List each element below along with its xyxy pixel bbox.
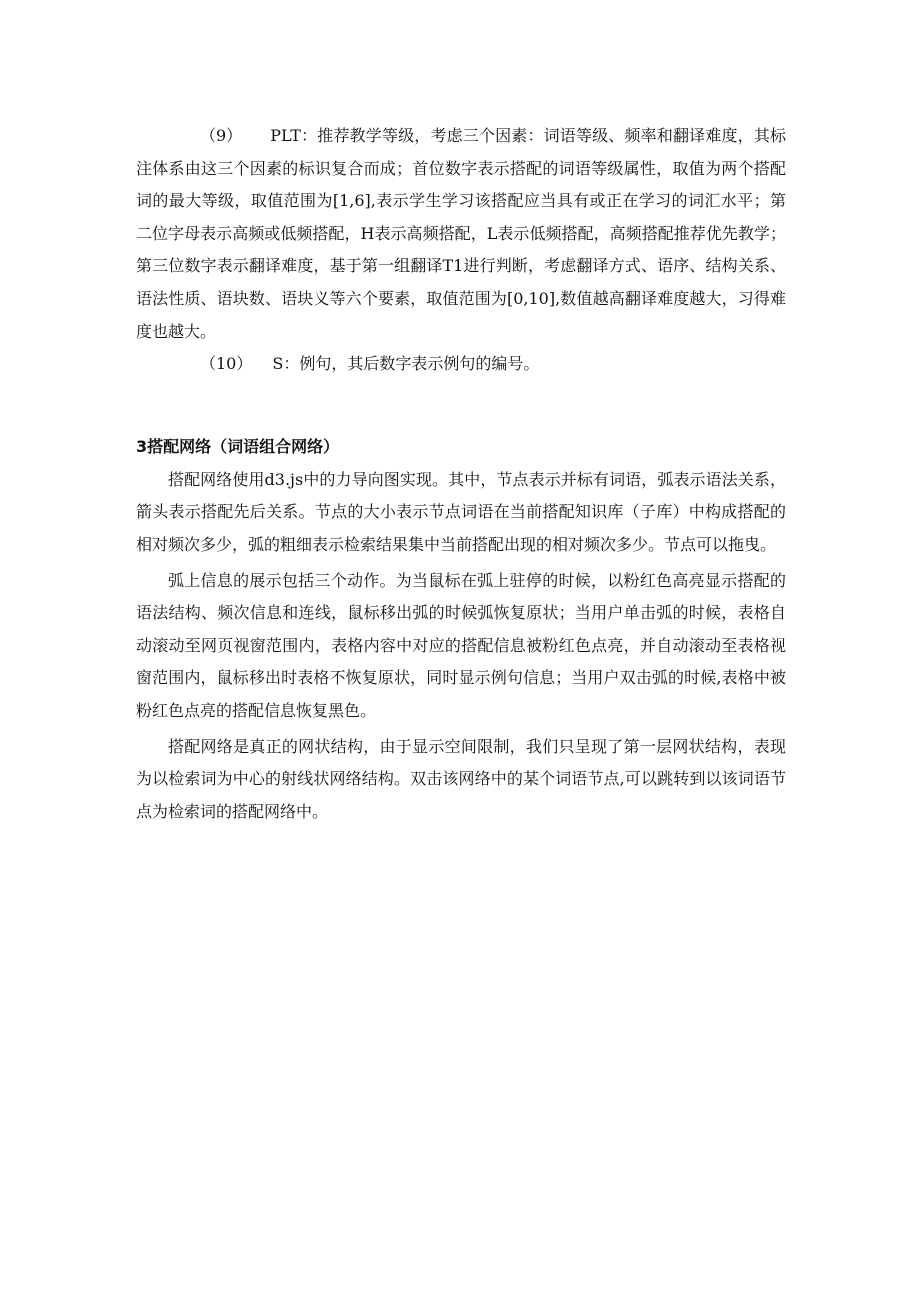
- list-item-10: [136, 348, 786, 381]
- item-10-text: S：例句，其后数字表示例句的编号。: [272, 354, 540, 374]
- document-body: [136, 120, 786, 828]
- section-paragraph-1: 搭配网络使用d3.js中的力导向图实现。其中，节点表示并标有词语，弧表示语法关系，箭头表示搭配先后关系。节点的大小表示节点词语在当前搭配知识库（子库）中构成搭配的相对频次多少，弧的粗细表示检索结果集中当前搭配出现的相对频次多少。节点可以拖曳。: [136, 469, 786, 554]
- section-paragraph-3: 搭配网络是真正的网状结构，由于显示空间限制，我们只呈现了第一层网状结构，表现为以检索词为中心的射线状网络结构。双击该网络中的某个词语节点,可以跳转到以该词语节点为检索词的搭配网络中。: [136, 736, 786, 821]
- section-paragraph-2: 弧上信息的展示包括三个动作。为当鼠标在弧上驻停的时候，以粉红色高亮显示搭配的语法结构、频次信息和连线，鼠标移出弧的时候弧恢复原状；当用户单击弧的时候，表格自动滚动至网页视窗范围内，表格内容中对应的搭配信息被粉红色点亮，并自动滚动至表格视窗范围内，鼠标移出时表格不恢复原状，同时显示例句信息；当用户双击弧的时候,表格中被粉红色点亮的搭配信息恢复黑色。: [136, 570, 786, 720]
- item-10-label: （10）: [200, 354, 253, 374]
- list-item-9: [136, 120, 786, 348]
- section-heading: 3搭配网络（词语组合网络）: [136, 436, 340, 456]
- item-9-text: PLT：推荐教学等级，考虑三个因素：词语等级、频率和翻译难度，其标注体系由这三个因素的标识复合而成；首位数字表示搭配的词语等级属性，取值为两个搭配词的最大等级，取值范围为[1,6],表示学生学习该搭配应当具有或正在学习的词汇水平；第二位字母表示高频或低频搭配，H表示高频搭配，L表示低频搭配，高频搭配推荐优先教学；第三位数字表示翻译难度，基于第一组翻译T1进行判断，考虑翻译方式、语序、结构关系、语法性质、语块数、语块义等六个要素，取值范围为[0,10],数值越高翻译难度越大，习得难度也越大。: [136, 126, 786, 341]
- item-9-label: （9）: [200, 126, 243, 145]
